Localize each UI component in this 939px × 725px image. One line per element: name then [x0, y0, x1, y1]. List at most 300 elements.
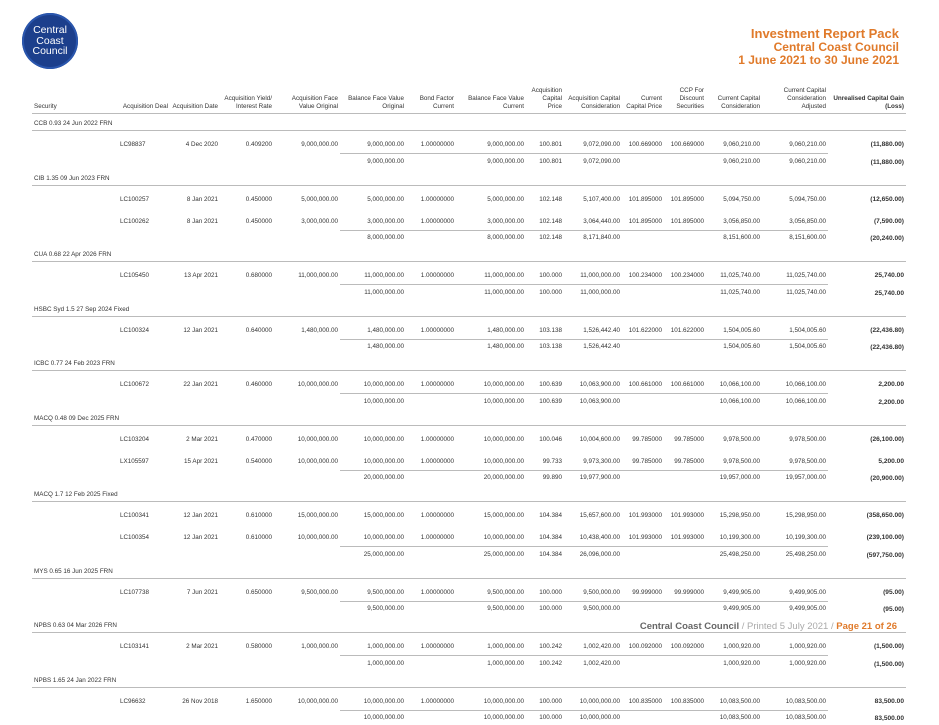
table-cell: 15,298,950.00 — [762, 502, 828, 525]
col-security: Security — [32, 87, 118, 114]
subtotal-cell: (597,750.00) — [828, 547, 906, 562]
subtotal-cell: 100.242 — [526, 656, 564, 671]
table-cell: 9,500,000.00 — [456, 578, 526, 601]
table-cell-spacer — [32, 230, 118, 245]
table-cell-spacer — [32, 131, 118, 154]
subtotal-cell: (95.00) — [828, 601, 906, 616]
table-cell: 103.138 — [526, 316, 564, 339]
table-cell-spacer — [170, 547, 220, 562]
table-row — [32, 448, 906, 471]
table-cell: 100.242 — [526, 633, 564, 656]
table-cell: 10,083,500.00 — [706, 687, 762, 710]
table-cell-spacer — [118, 230, 170, 245]
table-cell-spacer — [32, 185, 118, 208]
table-cell-spacer — [274, 470, 340, 485]
col-bal-face-orig: Balance Face Value Original — [340, 87, 406, 114]
table-cell-spacer — [274, 339, 340, 354]
table-cell: 13 Apr 2021 — [170, 262, 220, 285]
table-cell: 2,200.00 — [828, 371, 906, 394]
table-cell: 0.650000 — [220, 578, 274, 601]
table-cell: 100.000 — [526, 578, 564, 601]
subtotal-cell: 1,000,000.00 — [340, 656, 406, 671]
table-cell: 100.000 — [526, 687, 564, 710]
table-cell-spacer — [32, 470, 118, 485]
table-cell: 0.460000 — [220, 371, 274, 394]
table-cell: 0.450000 — [220, 208, 274, 231]
page-footer — [640, 621, 897, 632]
table-cell: 100.234000 — [664, 262, 706, 285]
subtotal-cell: 8,171,840.00 — [564, 230, 622, 245]
table-cell-spacer — [32, 394, 118, 409]
table-cell: 10,066,100.00 — [762, 371, 828, 394]
table-cell-spacer — [406, 601, 456, 616]
table-cell: 11,000,000.00 — [456, 262, 526, 285]
table-cell-spacer — [664, 710, 706, 725]
subtotal-cell: 9,072,090.00 — [564, 154, 622, 169]
table-cell-spacer — [406, 230, 456, 245]
subtotal-cell: 11,000,000.00 — [340, 285, 406, 300]
table-cell: 101.895000 — [664, 208, 706, 231]
security-group-row — [32, 354, 906, 371]
table-cell: 10,000,000.00 — [456, 371, 526, 394]
subtotal-cell: 8,151,600.00 — [762, 230, 828, 245]
table-cell: 25,740.00 — [828, 262, 906, 285]
table-header-row — [32, 87, 906, 114]
table-cell: LC96632 — [118, 687, 170, 710]
table-cell: 5,094,750.00 — [762, 185, 828, 208]
table-cell: 10,000,000.00 — [274, 371, 340, 394]
footer-page-number: Page 21 of 26 — [836, 621, 897, 632]
col-bal-face-curr: Balance Face Value Current — [456, 87, 526, 114]
table-cell-spacer — [32, 578, 118, 601]
table-cell: 0.610000 — [220, 524, 274, 547]
table-cell-spacer — [622, 285, 664, 300]
table-cell-spacer — [274, 656, 340, 671]
table-cell-spacer — [664, 394, 706, 409]
security-name: MACQ 1.7 12 Feb 2025 Fixed — [32, 485, 906, 502]
table-cell: 11,000,000.00 — [564, 262, 622, 285]
table-cell-spacer — [406, 285, 456, 300]
table-cell: 1,526,442.40 — [564, 316, 622, 339]
table-cell: 104.384 — [526, 524, 564, 547]
table-cell-spacer — [118, 547, 170, 562]
table-cell-spacer — [220, 154, 274, 169]
table-cell: 7 Jun 2021 — [170, 578, 220, 601]
table-cell: 3,056,850.00 — [762, 208, 828, 231]
table-cell: 83,500.00 — [828, 687, 906, 710]
table-cell-spacer — [406, 547, 456, 562]
subtotal-row — [32, 394, 906, 409]
table-cell: 100.092000 — [622, 633, 664, 656]
security-group-row — [32, 562, 906, 579]
table-cell: 10,000,000.00 — [456, 524, 526, 547]
col-acq-cap-price: Acquisition Capital Price — [526, 87, 564, 114]
table-cell: 11,025,740.00 — [706, 262, 762, 285]
table-cell: 15 Apr 2021 — [170, 448, 220, 471]
table-row — [32, 524, 906, 547]
table-cell-spacer — [118, 394, 170, 409]
table-cell-spacer — [622, 547, 664, 562]
security-group-row — [32, 485, 906, 502]
table-cell-spacer — [274, 601, 340, 616]
subtotal-cell: 19,957,000.00 — [706, 470, 762, 485]
table-cell-spacer — [220, 547, 274, 562]
table-cell: 1.00000000 — [406, 502, 456, 525]
subtotal-cell: 1,002,420.00 — [564, 656, 622, 671]
table-cell: (12,650.00) — [828, 185, 906, 208]
table-cell-spacer — [622, 230, 664, 245]
table-body — [32, 114, 906, 725]
table-cell: (7,590.00) — [828, 208, 906, 231]
table-cell: 9,978,500.00 — [762, 448, 828, 471]
table-cell-spacer — [170, 656, 220, 671]
table-cell: (26,100.00) — [828, 425, 906, 448]
table-cell: 10,000,000.00 — [274, 448, 340, 471]
table-cell: 99.785000 — [622, 425, 664, 448]
table-cell: 9,978,500.00 — [706, 425, 762, 448]
table-cell: LC100257 — [118, 185, 170, 208]
table-cell: 10,199,300.00 — [706, 524, 762, 547]
table-cell-spacer — [32, 448, 118, 471]
col-acq-face-orig: Acquisition Face Value Original — [274, 87, 340, 114]
table-cell: (358,650.00) — [828, 502, 906, 525]
security-name: CCB 0.93 24 Jun 2022 FRN — [32, 114, 906, 131]
table-cell: 99.999000 — [622, 578, 664, 601]
table-cell: 99.785000 — [664, 448, 706, 471]
table-cell: 1,000,000.00 — [274, 633, 340, 656]
table-cell: 100.669000 — [622, 131, 664, 154]
col-bond-factor: Bond Factor Current — [406, 87, 456, 114]
table-cell: 3,000,000.00 — [274, 208, 340, 231]
table-cell-spacer — [220, 339, 274, 354]
security-name: NPBS 0.63 04 Mar 2026 FRN — [32, 616, 906, 633]
subtotal-cell: 102.148 — [526, 230, 564, 245]
table-cell: 1.00000000 — [406, 371, 456, 394]
table-cell: 10,000,000.00 — [564, 687, 622, 710]
subtotal-cell: 11,025,740.00 — [706, 285, 762, 300]
subtotal-cell: 1,000,000.00 — [456, 656, 526, 671]
table-cell: 99.785000 — [622, 448, 664, 471]
table-cell: 1,002,420.00 — [564, 633, 622, 656]
table-cell-spacer — [274, 394, 340, 409]
table-row — [32, 262, 906, 285]
subtotal-cell: (20,900.00) — [828, 470, 906, 485]
table-cell: 0.680000 — [220, 262, 274, 285]
col-unrealised: Unrealised Capital Gain (Loss) — [828, 87, 906, 114]
table-cell: 10,000,000.00 — [456, 687, 526, 710]
table-cell-spacer — [32, 547, 118, 562]
subtotal-cell: (22,436.80) — [828, 339, 906, 354]
council-logo — [22, 13, 78, 69]
table-cell: 10,000,000.00 — [340, 687, 406, 710]
table-cell: 101.993000 — [664, 524, 706, 547]
table-cell-spacer — [220, 601, 274, 616]
subtotal-cell: 25,000,000.00 — [456, 547, 526, 562]
table-cell: 10,438,400.00 — [564, 524, 622, 547]
table-cell-spacer — [32, 285, 118, 300]
table-cell: 101.993000 — [622, 502, 664, 525]
table-cell: 101.895000 — [622, 185, 664, 208]
col-acq-cap-cons: Acquisition Capital Consideration — [564, 87, 622, 114]
table-cell-spacer — [32, 425, 118, 448]
col-curr-cap-cons: Current Capital Consideration — [706, 87, 762, 114]
table-cell: 4 Dec 2020 — [170, 131, 220, 154]
subtotal-cell: 100.000 — [526, 601, 564, 616]
table-cell: 8 Jan 2021 — [170, 208, 220, 231]
subtotal-cell: 1,000,920.00 — [706, 656, 762, 671]
report-subtitle: Central Coast Council — [738, 41, 899, 53]
subtotal-row — [32, 285, 906, 300]
table-cell: LC100324 — [118, 316, 170, 339]
security-group-row — [32, 169, 906, 186]
table-cell: 5,000,000.00 — [456, 185, 526, 208]
table-cell: 9,060,210.00 — [706, 131, 762, 154]
subtotal-cell: 1,480,000.00 — [456, 339, 526, 354]
security-group-row — [32, 114, 906, 131]
table-cell: 11,000,000.00 — [274, 262, 340, 285]
col-curr-cap-price: Current Capital Price — [622, 87, 664, 114]
report-title: Investment Report Pack — [738, 27, 899, 40]
table-cell: 0.580000 — [220, 633, 274, 656]
subtotal-cell: 1,526,442.40 — [564, 339, 622, 354]
subtotal-cell: 8,151,600.00 — [706, 230, 762, 245]
table-cell: LC103204 — [118, 425, 170, 448]
table-cell-spacer — [406, 470, 456, 485]
table-cell: 1,480,000.00 — [274, 316, 340, 339]
table-cell: 1.00000000 — [406, 524, 456, 547]
table-cell-spacer — [664, 547, 706, 562]
subtotal-cell: 19,957,000.00 — [762, 470, 828, 485]
table-cell: 100.661000 — [664, 371, 706, 394]
table-cell: 10,000,000.00 — [456, 425, 526, 448]
table-cell: 10,000,000.00 — [274, 425, 340, 448]
table-cell: 100.639 — [526, 371, 564, 394]
table-cell: 100.661000 — [622, 371, 664, 394]
subtotal-cell: 10,083,500.00 — [706, 710, 762, 725]
subtotal-cell: 25,740.00 — [828, 285, 906, 300]
table-cell-spacer — [664, 470, 706, 485]
table-cell-spacer — [32, 316, 118, 339]
subtotal-row — [32, 154, 906, 169]
table-cell: 10,000,000.00 — [340, 371, 406, 394]
table-cell: 1,000,920.00 — [762, 633, 828, 656]
table-cell-spacer — [664, 154, 706, 169]
table-cell: 15,298,950.00 — [706, 502, 762, 525]
table-cell: LC100262 — [118, 208, 170, 231]
table-cell: 22 Jan 2021 — [170, 371, 220, 394]
subtotal-cell: 10,066,100.00 — [706, 394, 762, 409]
table-cell: 15,000,000.00 — [456, 502, 526, 525]
table-cell-spacer — [406, 710, 456, 725]
table-cell: 3,000,000.00 — [456, 208, 526, 231]
table-cell: LX105597 — [118, 448, 170, 471]
table-cell: 1.00000000 — [406, 448, 456, 471]
table-cell: 1,000,000.00 — [456, 633, 526, 656]
table-cell-spacer — [32, 154, 118, 169]
table-cell: 10,000,000.00 — [456, 448, 526, 471]
col-curr-cap-cons-adj: Current Capital Consideration Adjusted — [762, 87, 828, 114]
table-cell: 1.00000000 — [406, 316, 456, 339]
table-cell: 10,199,300.00 — [762, 524, 828, 547]
table-cell-spacer — [170, 154, 220, 169]
table-row — [32, 687, 906, 710]
table-cell: 3,000,000.00 — [340, 208, 406, 231]
table-cell-spacer — [32, 601, 118, 616]
table-cell: 1.00000000 — [406, 262, 456, 285]
table-cell: 9,000,000.00 — [340, 131, 406, 154]
subtotal-cell: 1,504,005.60 — [706, 339, 762, 354]
subtotal-cell: 25,000,000.00 — [340, 547, 406, 562]
table-row — [32, 371, 906, 394]
security-group-row — [32, 245, 906, 262]
subtotal-cell: 1,480,000.00 — [340, 339, 406, 354]
subtotal-cell: 103.138 — [526, 339, 564, 354]
table-cell: 10,063,900.00 — [564, 371, 622, 394]
subtotal-cell: 1,504,005.60 — [762, 339, 828, 354]
footer-printed: / Printed 5 July 2021 / — [739, 621, 836, 632]
table-cell-spacer — [118, 601, 170, 616]
table-cell-spacer — [32, 687, 118, 710]
table-cell-spacer — [664, 339, 706, 354]
logo-line-1: Central — [33, 25, 67, 36]
subtotal-cell: 25,498,250.00 — [762, 547, 828, 562]
table-cell: LC107738 — [118, 578, 170, 601]
table-cell: 100.669000 — [664, 131, 706, 154]
subtotal-cell: 11,025,740.00 — [762, 285, 828, 300]
table-cell: 0.610000 — [220, 502, 274, 525]
table-cell: 1.00000000 — [406, 578, 456, 601]
table-cell: 101.622000 — [664, 316, 706, 339]
col-acq-yield: Acquisition Yield/ Interest Rate — [220, 87, 274, 114]
table-cell: 0.450000 — [220, 185, 274, 208]
table-cell: 1,480,000.00 — [456, 316, 526, 339]
subtotal-cell: 19,977,900.00 — [564, 470, 622, 485]
table-cell: 9,978,500.00 — [762, 425, 828, 448]
table-cell-spacer — [32, 633, 118, 656]
table-cell: 10,000,000.00 — [274, 524, 340, 547]
subtotal-cell: 9,060,210.00 — [762, 154, 828, 169]
table-cell: 2 Mar 2021 — [170, 425, 220, 448]
table-cell: (22,436.80) — [828, 316, 906, 339]
logo-line-2: Coast — [36, 36, 63, 47]
table-cell-spacer — [32, 656, 118, 671]
table-cell-spacer — [622, 710, 664, 725]
table-row — [32, 633, 906, 656]
table-cell-spacer — [32, 208, 118, 231]
table-cell: 9,000,000.00 — [456, 131, 526, 154]
table-cell-spacer — [118, 470, 170, 485]
table-cell: 100.835000 — [622, 687, 664, 710]
subtotal-cell: 10,000,000.00 — [456, 394, 526, 409]
subtotal-cell: 25,498,250.00 — [706, 547, 762, 562]
table-cell: 1.00000000 — [406, 208, 456, 231]
table-cell: 11,025,740.00 — [762, 262, 828, 285]
col-acq-date: Acquisition Date — [170, 87, 220, 114]
table-cell-spacer — [274, 154, 340, 169]
table-cell: 1,504,005.60 — [706, 316, 762, 339]
table-cell-spacer — [622, 339, 664, 354]
table-cell: 100.000 — [526, 262, 564, 285]
security-group-row — [32, 300, 906, 317]
security-group-row — [32, 671, 906, 688]
table-cell-spacer — [118, 154, 170, 169]
subtotal-cell: 9,499,905.00 — [762, 601, 828, 616]
table-cell-spacer — [664, 285, 706, 300]
table-cell: 2 Mar 2021 — [170, 633, 220, 656]
subtotal-cell: 100.801 — [526, 154, 564, 169]
subtotal-cell: 11,000,000.00 — [456, 285, 526, 300]
table-cell-spacer — [220, 710, 274, 725]
table-cell: 1,000,920.00 — [706, 633, 762, 656]
table-cell-spacer — [406, 154, 456, 169]
table-cell: 0.540000 — [220, 448, 274, 471]
report-header — [738, 27, 899, 66]
table-cell: 1.00000000 — [406, 633, 456, 656]
table-cell: 9,000,000.00 — [274, 131, 340, 154]
table-cell-spacer — [170, 230, 220, 245]
table-cell: 101.993000 — [664, 502, 706, 525]
table-cell: 9,500,000.00 — [274, 578, 340, 601]
subtotal-cell: 9,000,000.00 — [340, 154, 406, 169]
table-cell: 10,000,000.00 — [340, 425, 406, 448]
table-cell: LC105450 — [118, 262, 170, 285]
subtotal-cell: 10,066,100.00 — [762, 394, 828, 409]
subtotal-row — [32, 656, 906, 671]
table-cell-spacer — [118, 656, 170, 671]
table-cell: 9,072,090.00 — [564, 131, 622, 154]
table-row — [32, 185, 906, 208]
table-cell: 3,064,440.00 — [564, 208, 622, 231]
table-cell: 9,499,905.00 — [706, 578, 762, 601]
table-cell: 0.409200 — [220, 131, 274, 154]
table-cell-spacer — [170, 285, 220, 300]
subtotal-cell: 9,500,000.00 — [564, 601, 622, 616]
subtotal-cell: 10,000,000.00 — [564, 710, 622, 725]
table-cell-spacer — [664, 230, 706, 245]
table-cell: 10,066,100.00 — [706, 371, 762, 394]
table-cell-spacer — [118, 339, 170, 354]
subtotal-row — [32, 470, 906, 485]
col-ccp-discount: CCP For Discount Securities — [664, 87, 706, 114]
subtotal-cell: 100.000 — [526, 710, 564, 725]
table-cell: (1,500.00) — [828, 633, 906, 656]
table-cell: 3,056,850.00 — [706, 208, 762, 231]
subtotal-row — [32, 547, 906, 562]
table-cell-spacer — [622, 154, 664, 169]
table-cell-spacer — [220, 394, 274, 409]
security-name: HSBC Syd 1.5 27 Sep 2024 Fixed — [32, 300, 906, 317]
table-cell: 102.148 — [526, 208, 564, 231]
table-cell: 100.092000 — [664, 633, 706, 656]
table-cell-spacer — [406, 394, 456, 409]
table-cell: 10,004,600.00 — [564, 425, 622, 448]
subtotal-cell: (20,240.00) — [828, 230, 906, 245]
table-cell: 1,504,005.60 — [762, 316, 828, 339]
table-cell: 100.801 — [526, 131, 564, 154]
subtotal-cell: (1,500.00) — [828, 656, 906, 671]
table-cell: 9,499,905.00 — [762, 578, 828, 601]
table-cell-spacer — [32, 502, 118, 525]
col-acq-deal: Acquisition Deal — [118, 87, 170, 114]
table-cell-spacer — [622, 394, 664, 409]
table-cell: 99.785000 — [664, 425, 706, 448]
table-cell: 1.00000000 — [406, 687, 456, 710]
subtotal-row — [32, 710, 906, 725]
subtotal-cell: 8,000,000.00 — [340, 230, 406, 245]
subtotal-cell: 100.000 — [526, 285, 564, 300]
table-cell: 5,000,000.00 — [274, 185, 340, 208]
security-name: MACQ 0.48 09 Dec 2025 FRN — [32, 409, 906, 426]
